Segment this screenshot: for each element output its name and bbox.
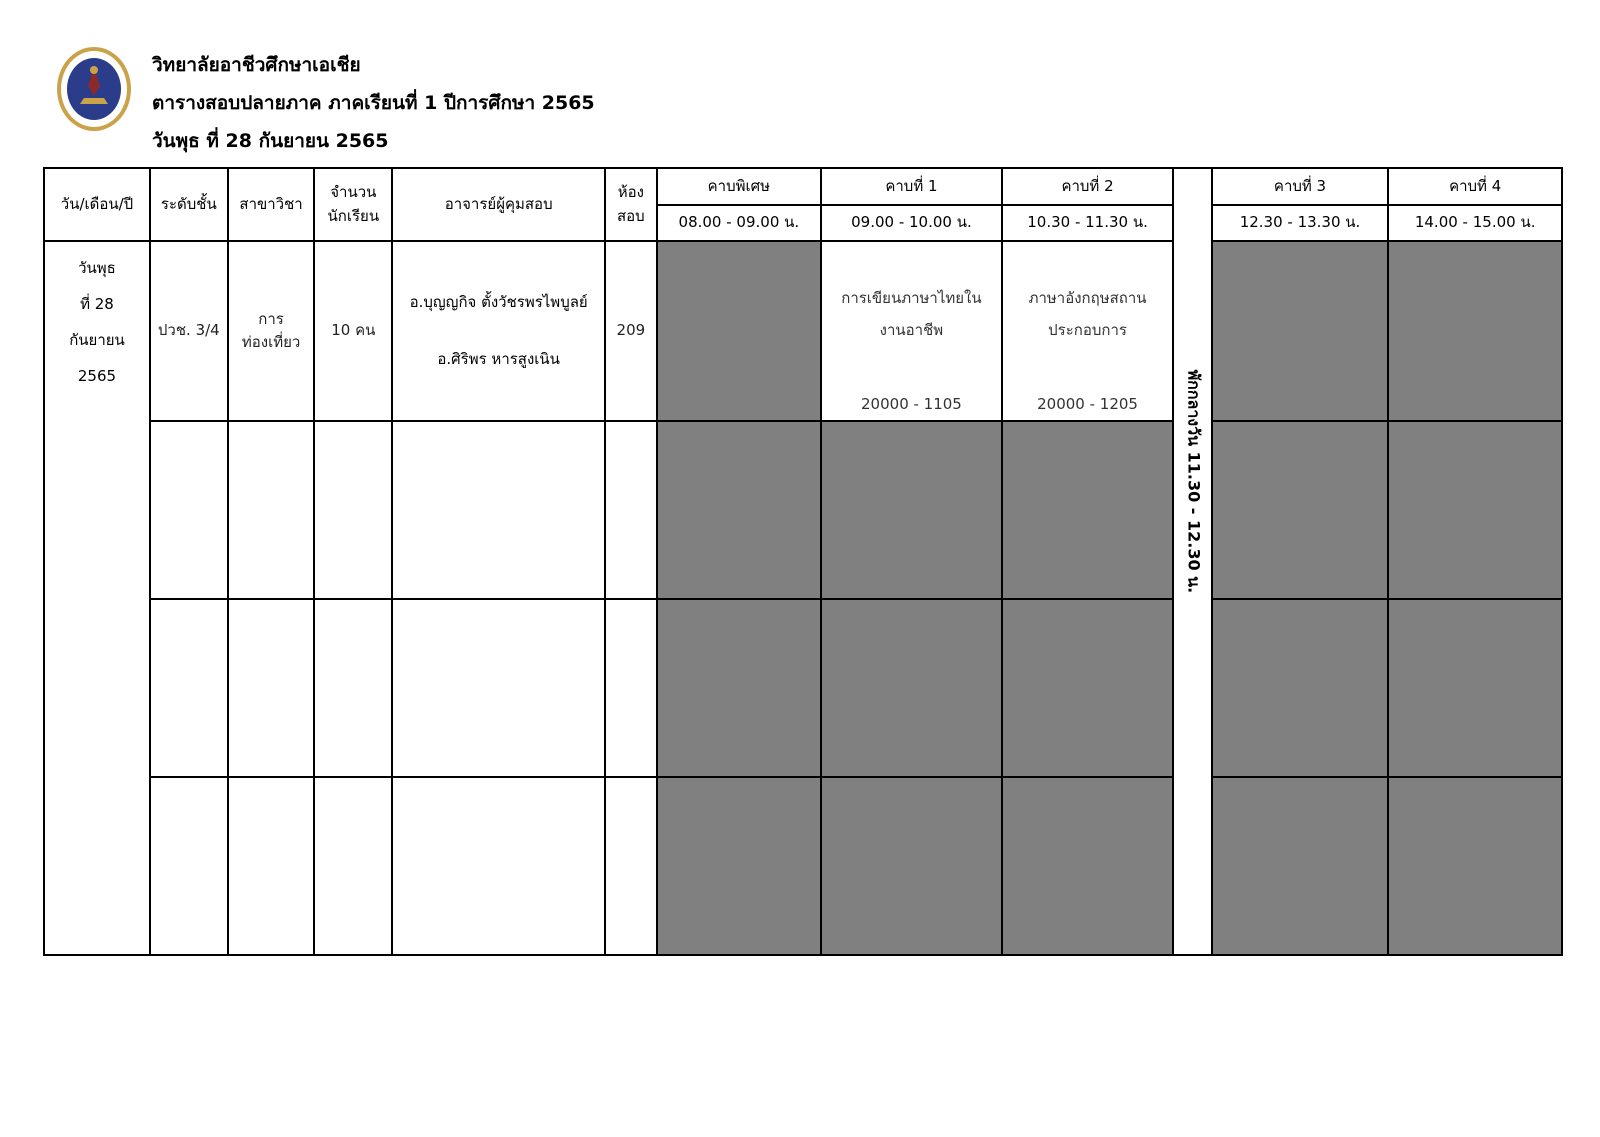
period-4-time: 14.00 - 15.00 น. bbox=[1388, 205, 1562, 241]
table-row bbox=[44, 421, 1562, 599]
subject-code: 20000 - 1105 bbox=[861, 394, 962, 413]
empty-slot bbox=[1212, 777, 1389, 955]
empty-slot bbox=[657, 777, 822, 955]
empty-slot bbox=[1388, 599, 1562, 777]
empty-slot bbox=[821, 421, 1002, 599]
empty-slot bbox=[821, 599, 1002, 777]
col-major: สาขาวิชา bbox=[228, 168, 315, 241]
empty-slot bbox=[657, 599, 822, 777]
empty-slot bbox=[1388, 421, 1562, 599]
col-period-3: คาบที่ 3 bbox=[1212, 168, 1389, 205]
empty-cell bbox=[392, 421, 605, 599]
empty-cell bbox=[605, 421, 656, 599]
room-cell: 209 bbox=[605, 241, 656, 421]
col-period-4: คาบที่ 4 bbox=[1388, 168, 1562, 205]
empty-cell bbox=[150, 599, 228, 777]
header-row-1 bbox=[44, 168, 1562, 205]
empty-slot bbox=[821, 777, 1002, 955]
period-3-time: 12.30 - 13.30 น. bbox=[1212, 205, 1389, 241]
empty-cell bbox=[605, 599, 656, 777]
school-name: วิทยาลัยอาชีวศึกษาเอเชีย bbox=[152, 54, 361, 76]
table-row bbox=[44, 241, 1562, 421]
empty-cell bbox=[392, 777, 605, 955]
period-1-time: 09.00 - 10.00 น. bbox=[821, 205, 1002, 241]
header-text bbox=[152, 52, 595, 166]
col-period-1: คาบที่ 1 bbox=[821, 168, 1002, 205]
col-student-count: จำนวน นักเรียน bbox=[314, 168, 392, 241]
major-cell: การ ท่องเที่ยว bbox=[228, 241, 315, 421]
empty-slot bbox=[657, 241, 822, 421]
exam-subtitle: ตารางสอบปลายภาค ภาคเรียนที่ 1 ปีการศึกษา 2565 bbox=[152, 92, 595, 114]
period-2-time: 10.30 - 11.30 น. bbox=[1002, 205, 1174, 241]
col-period-2: คาบที่ 2 bbox=[1002, 168, 1174, 205]
subject-cell-period-1: การเขียนภาษาไทยใน งานอาชีพ 20000 - 1105 bbox=[821, 241, 1002, 421]
col-date: วัน/เดือน/ปี bbox=[44, 168, 150, 241]
empty-cell bbox=[392, 599, 605, 777]
empty-slot bbox=[1388, 241, 1562, 421]
school-logo bbox=[56, 46, 132, 132]
empty-slot bbox=[1002, 777, 1174, 955]
col-room: ห้อง สอบ bbox=[605, 168, 656, 241]
subject-cell-period-2: ภาษาอังกฤษสถาน ประกอบการ 20000 - 1205 bbox=[1002, 241, 1174, 421]
empty-slot bbox=[1212, 421, 1389, 599]
lunch-break-column bbox=[1173, 168, 1211, 955]
level-cell: ปวช. 3/4 bbox=[150, 241, 228, 421]
empty-cell bbox=[228, 599, 315, 777]
col-level: ระดับชั้น bbox=[150, 168, 228, 241]
table-row bbox=[44, 777, 1562, 955]
col-special-period: คาบพิเศษ bbox=[657, 168, 822, 205]
empty-cell bbox=[314, 777, 392, 955]
table-row bbox=[44, 599, 1562, 777]
empty-slot bbox=[1002, 599, 1174, 777]
empty-cell bbox=[605, 777, 656, 955]
subject-code: 20000 - 1205 bbox=[1037, 394, 1138, 413]
empty-cell bbox=[228, 421, 315, 599]
empty-slot bbox=[1212, 599, 1389, 777]
empty-slot bbox=[1388, 777, 1562, 955]
student-count-cell: 10 คน bbox=[314, 241, 392, 421]
special-period-time: 08.00 - 09.00 น. bbox=[657, 205, 822, 241]
col-proctor: อาจารย์ผู้คุมสอบ bbox=[392, 168, 605, 241]
empty-cell bbox=[314, 599, 392, 777]
exam-schedule-table bbox=[43, 167, 1563, 956]
empty-cell bbox=[150, 421, 228, 599]
empty-slot bbox=[1002, 421, 1174, 599]
proctor-cell: อ.บุญญกิจ ตั้งวัชรพรไพบูลย์ อ.ศิริพร หารสูงเนิน bbox=[392, 241, 605, 421]
lunch-break-label: พักกลางวัน 11.30 - 12.30 น. bbox=[1183, 369, 1203, 594]
exam-date: วันพุธ ที่ 28 กันยายน 2565 bbox=[152, 130, 389, 152]
empty-cell bbox=[228, 777, 315, 955]
empty-cell bbox=[314, 421, 392, 599]
empty-slot bbox=[657, 421, 822, 599]
empty-cell bbox=[150, 777, 228, 955]
empty-slot bbox=[1212, 241, 1389, 421]
date-cell: วันพุธ ที่ 28 กันยายน 2565 bbox=[44, 241, 150, 955]
